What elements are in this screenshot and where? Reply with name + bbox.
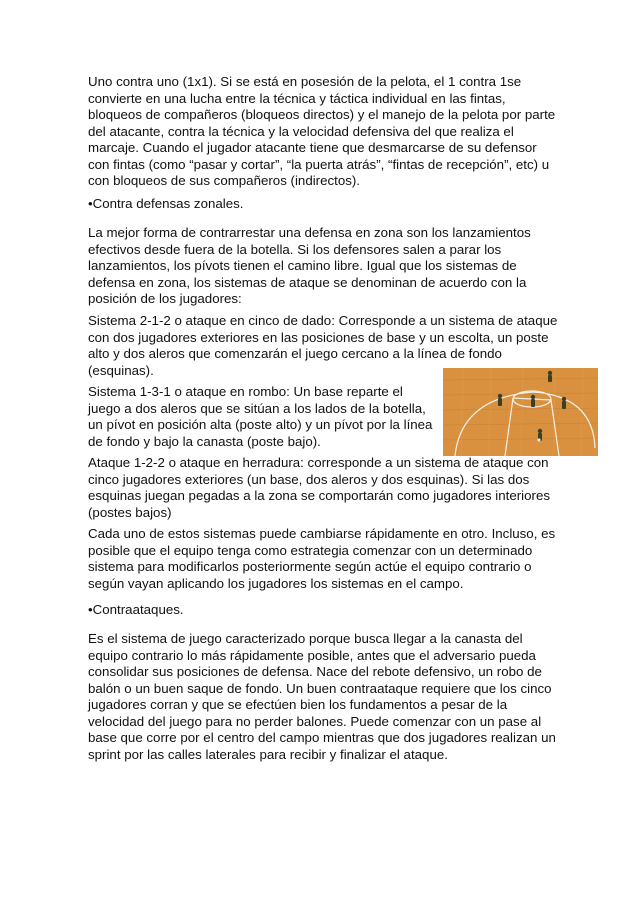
text-line: Es el sistema de juego caracterizado porque busca llegar a la canasta del [88, 631, 523, 646]
paragraph-uno-contra-uno [88, 74, 555, 190]
text-line: Ataque 1-2-2 o ataque en herradura: corresponde a un sistema de ataque con [88, 455, 549, 470]
text-line: sistema para modificarlos posteriormente según actúe el equipo contrario o [88, 559, 532, 574]
text-line: con bloqueos de sus compañeros (indirectos). [88, 173, 360, 188]
heading-contraataques [88, 602, 184, 619]
text-line: consolidar sus posiciones de defensa. Nace del rebote defensivo, un robo de [88, 664, 542, 679]
player-poste-alto [531, 395, 535, 407]
ball [537, 438, 540, 441]
player-base [548, 371, 552, 382]
text-line: La mejor forma de contrarrestar una defensa en zona son los lanzamientos [88, 225, 531, 240]
text-line: defensa en zona, los sistemas de ataque se denominan de acuerdo con la [88, 274, 527, 290]
text-line: bloqueos de compañeros (bloqueos directos) y el manejo de la pelota por parte [88, 107, 556, 122]
text-line: jugadores corran y que se efectúen bien los fundamentos a pesar de la [88, 697, 508, 712]
text-line: •Contra defensas zonales. [88, 196, 244, 211]
text-line: cinco jugadores exteriores (un base, dos aleros y dos esquinas). Si las dos [88, 471, 530, 487]
text-line: según vayan aplicando los jugadores los sistemas en el campo. [88, 575, 464, 591]
paragraph-ataque-1-2-2 [88, 455, 550, 521]
text-line: velocidad del juego para no perder balones. Puede comenzar con un pase al [88, 713, 542, 729]
text-line: alto y dos aleros que comenzarán el juego cercano a la línea de fondo [88, 346, 502, 361]
text-line: (postes bajos) [88, 504, 172, 520]
text-line: juego a dos aleros que se sitúan a los lados de la botella, [88, 400, 426, 416]
text-line: Sistema 1-3-1 o ataque en rombo: Un base reparte el [88, 384, 403, 399]
text-line: (esquinas). [88, 362, 154, 378]
paragraph-sistema-1-3-1 [88, 384, 432, 450]
text-line: •Contraataques. [88, 602, 184, 617]
text-line: lanzamientos, los pívots tienen el camino libre. Igual que los sistemas de [88, 258, 517, 273]
paragraph-contraataque [88, 631, 556, 763]
text-line: marcaje. Cuando el jugador atacante tiene que desmarcarse de su defensor [88, 140, 537, 155]
text-line: equipo contrario lo más rápidamente posible, antes que el adversario pueda [88, 647, 536, 663]
text-line: Sistema 2-1-2 o ataque en cinco de dado: Corresponde a un sistema de ataque [88, 313, 558, 328]
text-line: con dos jugadores exteriores en las posiciones de base y un escolta, un poste [88, 329, 549, 345]
text-line: balón o un buen saque de fondo. Un buen contraataque requiere que los cinco [88, 680, 552, 696]
text-line: con fintas (como “pasar y cortar”, “la puerta atrás”, “fintas de recepción”, etc) u [88, 156, 550, 172]
court-floor [443, 368, 598, 456]
player-alero-right [562, 397, 566, 409]
heading-contra-defensas-zonales [88, 196, 243, 213]
text-line: Uno contra uno (1x1). Si se está en posesión de la pelota, el 1 contra 1se [88, 74, 522, 89]
text-line: posible que el equipo tenga como estrategia comenzar con un determinado [88, 542, 533, 558]
basketball-court-image [443, 368, 598, 456]
text-line: Cada uno de estos sistemas puede cambiarse rápidamente en otro. Incluso, es [88, 526, 556, 541]
paragraph-defensa-zona [88, 225, 531, 308]
paragraph-cambio-sistemas [88, 526, 555, 592]
text-line: base que corre por el centro del campo mientras que dos jugadores realizan un [88, 730, 556, 745]
text-line: un pívot en posición alta (poste alto) y un pívot por la línea [88, 417, 433, 432]
text-line: del atacante, contra la técnica y la velocidad defensiva del que realiza el [88, 123, 514, 139]
player-alero-left [498, 394, 502, 406]
text-line: posición de los jugadores: [88, 291, 242, 306]
text-line: sprint por las calles laterales para recibir y finalizar el ataque. [88, 746, 448, 762]
text-line: esquinas juegan pegadas a la zona se comportarán como jugadores interiores [88, 488, 550, 503]
text-line: efectivos desde fuera de la botella. Si los defensores salen a parar los [88, 241, 502, 257]
text-line: convierte en una lucha entre la técnica y táctica individual en las fintas, [88, 90, 506, 106]
text-line: de fondo y bajo la canasta (poste bajo). [88, 433, 321, 449]
